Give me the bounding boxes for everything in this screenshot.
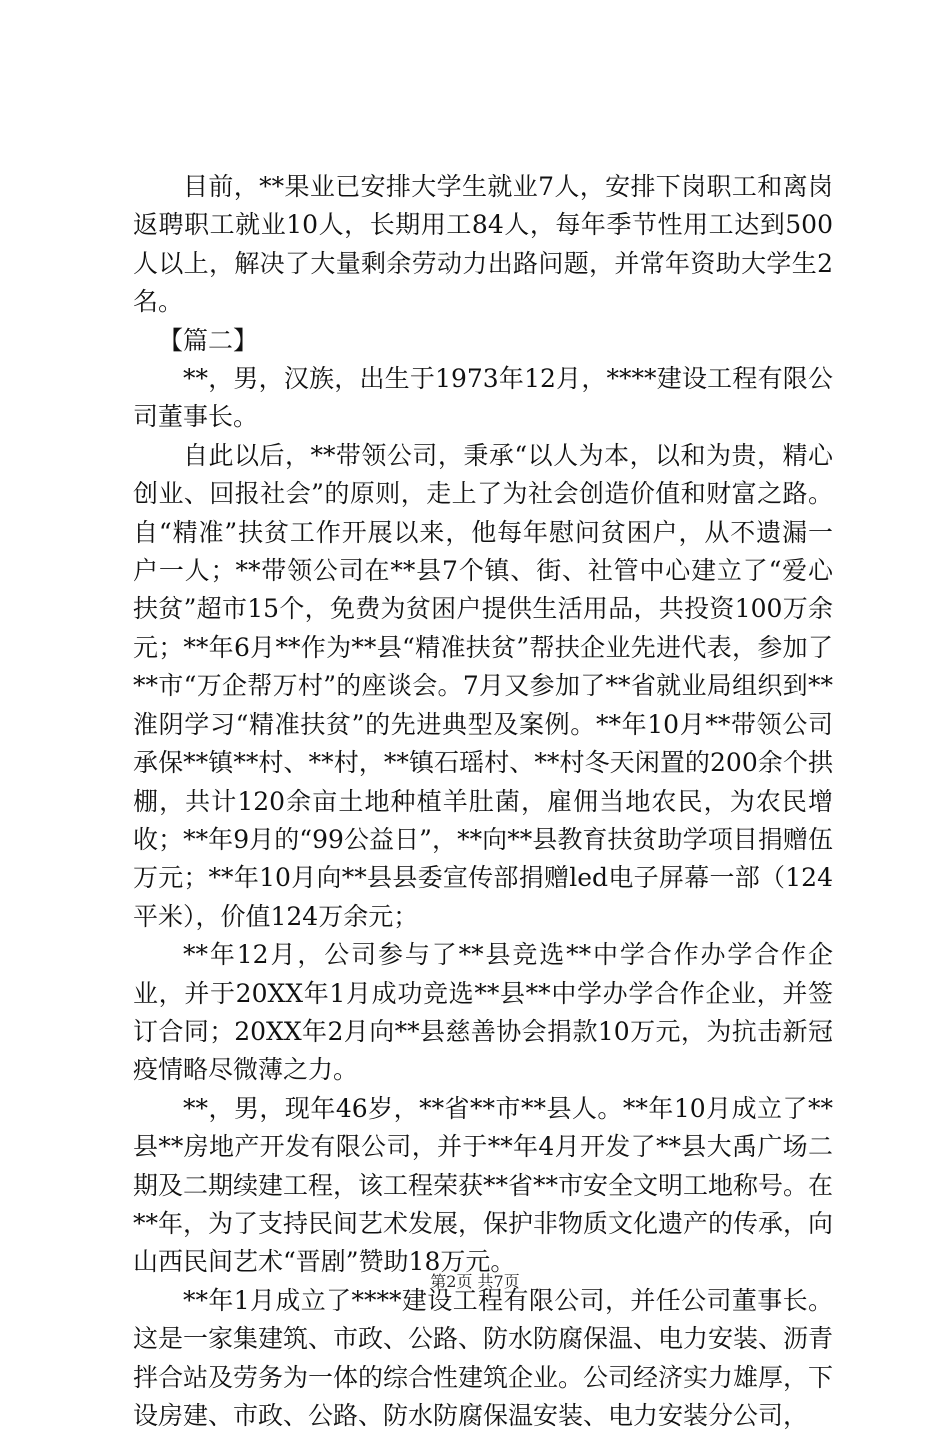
paragraph-employment: 目前，**果业已安排大学生就业7人，安排下岗职工和离岗返聘职工就业10人，长期用工84人，每年季节性用工达到500人以上，解决了大量剩余劳动力出路问题，并常年资助大学生2名。	[133, 172, 833, 317]
paragraph-real-estate: **，男，现年46岁，**省**市**县人。**年10月成立了**县**房地产开发有限公司，并于**年4月开发了**县大禹广场二期及二期续建工程，该工程荣获**省**市安全文明工地称号。在**年，为了支持民间艺术发展，保护非物质文化遗产的传承，向山西民间艺术“晋剧”赞助18万元。	[133, 1093, 834, 1277]
section-heading: 【篇二】	[158, 325, 259, 355]
paragraph-poverty-alleviation: 自此以后，**带领公司，秉承“以人为本，以和为贵，精心创业、回报社会”的原则，走上了为社会创造价值和财富之路。自“精准”扶贫工作开展以来，他每年慰问贫困户，从不遗漏一户一人；**带领公司在**县7个镇、街、社管中心建立了“爱心扶贫”超市15个，免费为贫困户提供生活用品，共投资100万余元；**年6月**作为**县“精准扶贫”帮扶企业先进代表，参加了**市“万企帮万村”的座谈会。7月又参加了**省就业局组织到**淮阴学习“精准扶贫”的先进典型及案例。**年10月**带领公司承保**镇**村、**村，**镇石瑶村、**村冬天闲置的200余个拱棚，共计120余亩土地种植羊肚菌，雇佣当地农民，为农民增收；**年9月的“99公益日”，**向**县教育扶贫助学项目捐赠伍万元；**年10月向**县县委宣传部捐赠led电子屏幕一部（124平米），价值124万余元；	[133, 440, 833, 931]
page-number: 第2页 共7页	[430, 1272, 520, 1291]
document-body	[133, 168, 833, 1435]
paragraph-profile-intro: **，男，汉族，出生于1973年12月，****建设工程有限公司董事长。	[133, 364, 833, 432]
paragraph-school-cooperation: **年12月，公司参与了**县竞选**中学合作办学合作企业，并于20XX年1月成功竞选**县**中学办学合作企业，并签订合同；20XX年2月向**县慈善协会捐款10万元，为抗击新冠疫情略尽微薄之力。	[133, 940, 833, 1085]
paragraph-company-overview: **年1月成立了****建设工程有限公司，并任公司董事长。这是一家集建筑、市政、公路、防水防腐保温、电力安装、沥青拌合站及劳务为一体的综合性建筑企业。公司经济实力雄厚，下设房建、市政、公路、防水防腐保温安装、电力安装分公司，	[133, 1285, 834, 1430]
